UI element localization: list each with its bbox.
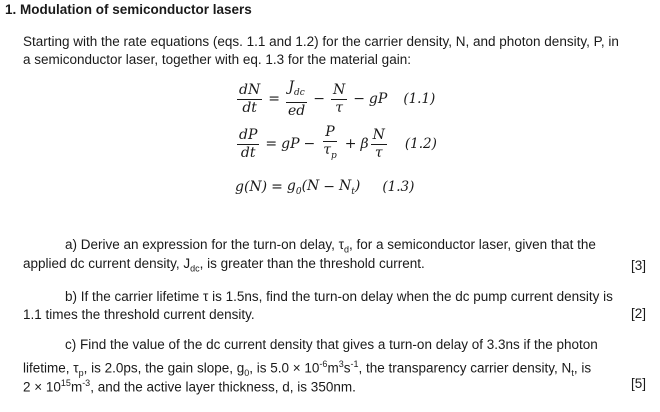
equation-1-3: g(N) = $g_0(N$ − $N_t$) (1.3) xyxy=(235,178,415,197)
section-heading: 1. Modulation of semiconductor lasers xyxy=(5,2,252,17)
question-a-line-2: applied dc current density, $J_{dc}$, is greater than the threshold current. xyxy=(23,256,425,274)
question-b-marks: [2] xyxy=(630,306,646,321)
intro-line-2: a semiconductor laser, together with eq. 1.3 for the material gain: xyxy=(23,52,411,67)
equation-1-1-number: (1.1) xyxy=(403,91,436,108)
question-c-line-2: lifetime, $\tau_p$, is 2.0ps, the gain slope, $g_0$, is $5.0 \times 10^{-6}m^3s^{-1}$, the transparency carrier density, $N_t$, is xyxy=(23,359,592,379)
question-c-line-1: c) Find the value of the dc current density that gives a turn-on delay of 3.3ns if the photon xyxy=(65,337,598,352)
question-b-line-1: b) If the carrier lifetime τ is 1.5ns, find the turn-on delay when the dc pump current density is xyxy=(65,289,613,304)
equation-1-2-number: (1.2) xyxy=(404,136,437,153)
question-c-line-3: $2 \times 10^{15}m^{-3}$, and the active layer thickness, d, is 350nm. xyxy=(23,378,356,395)
equation-1-2: $\frac{dP}{dt}$ = gP − $\frac{P}{\tau_p}$ + β $\frac{N}{\tau}$ (1.2) xyxy=(239,124,437,161)
question-a-marks: [3] xyxy=(630,258,646,273)
question-a-line-1: a) Derive an expression for the turn-on delay, $\tau_d$, for a semiconductor laser, given that the xyxy=(65,237,596,255)
equation-1-3-number: (1.3) xyxy=(382,179,415,196)
question-b-line-2: 1.1 times the threshold current density. xyxy=(23,307,255,322)
intro-line-1: Starting with the rate equations (eqs. 1.1 and 1.2) for the carrier density, N, and photon density, P, in xyxy=(23,34,619,49)
question-c-marks: [5] xyxy=(630,376,646,391)
equation-1-1: $\frac{dN}{dt}$ = $\frac{J_{dc}}{ed}$ − $\frac{N}{\tau}$ − gP (1.1) xyxy=(239,79,436,119)
